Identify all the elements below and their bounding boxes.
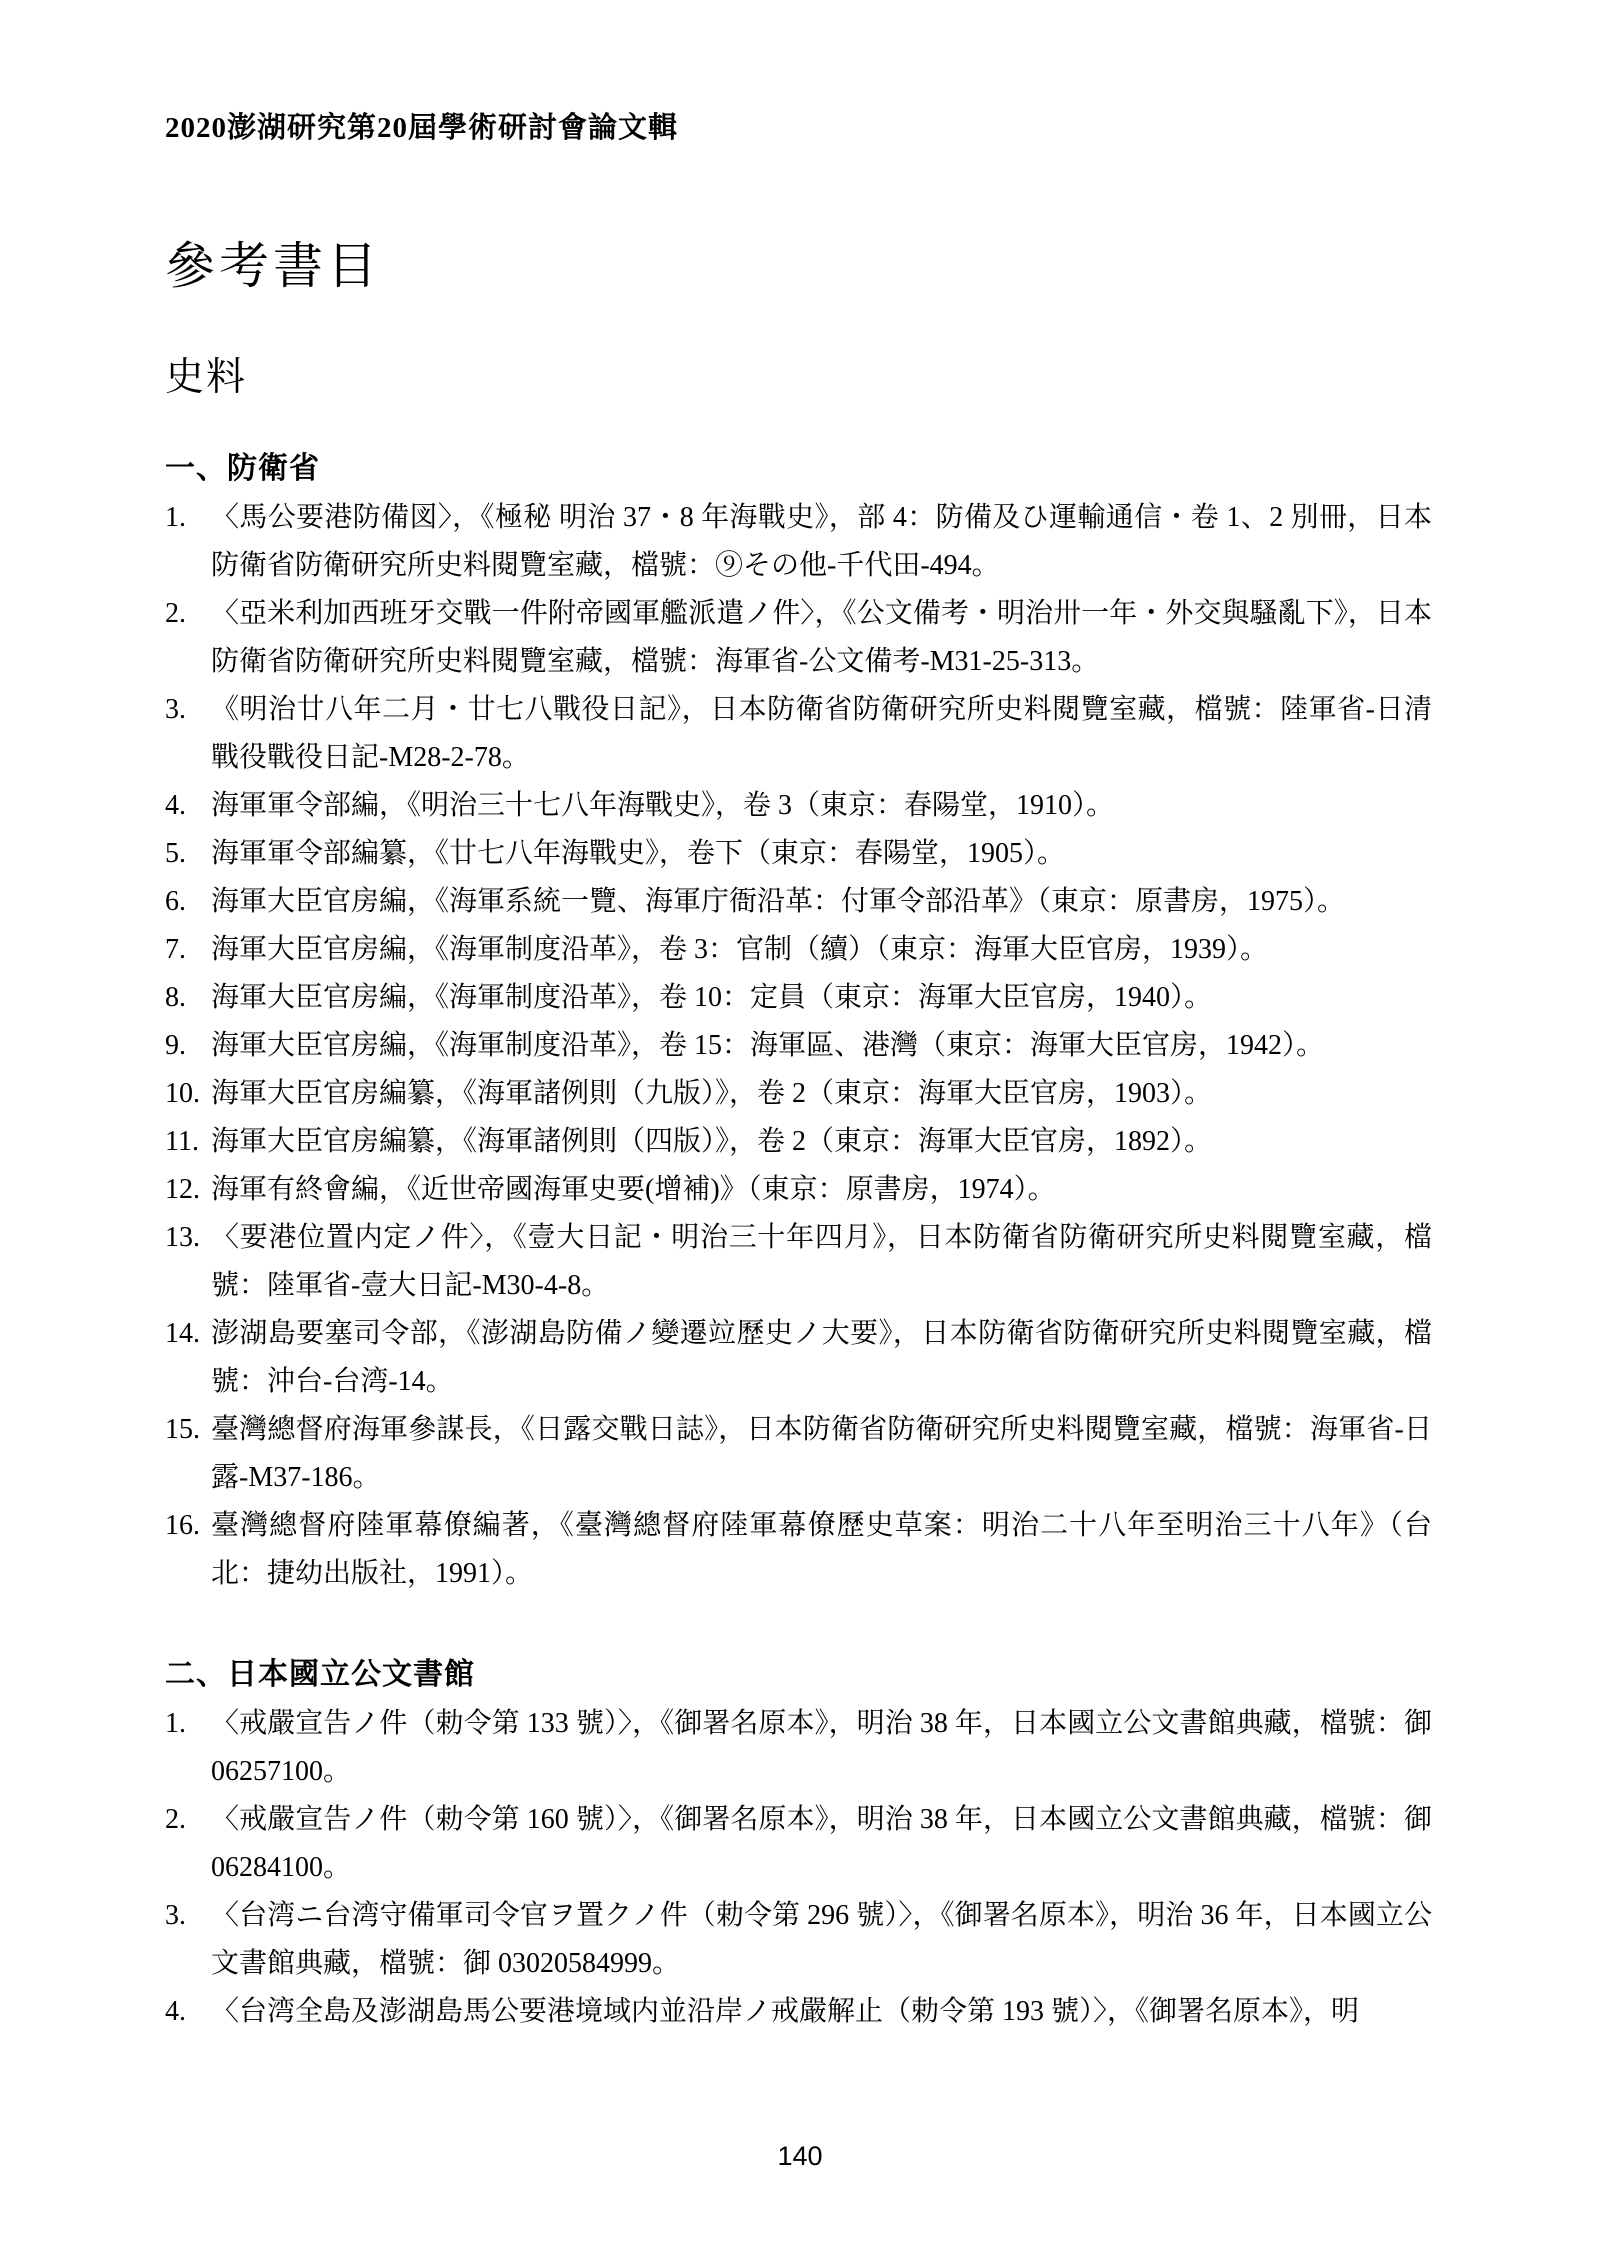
bibliography-entry [165, 1502, 1432, 1598]
entry-number: 2. [165, 598, 186, 629]
bibliography-entry [165, 782, 1432, 830]
bibliography-entry [165, 926, 1432, 974]
entry-text: 〈台湾ニ台湾守備軍司令官ヲ置クノ件（勅令第 296 號）〉，《御署名原本》，明治 36 年，日本國立公文書館典藏，檔號：御 03020584999。 [211, 1900, 1432, 1979]
bibliography-entry [165, 1892, 1432, 1988]
subtitle-historical-materials: 史料 [165, 356, 248, 399]
entry-text: 海軍大臣官房編，《海軍制度沿革》，卷 3：官制（續）（東京：海軍大臣官房，1939）。 [211, 934, 1269, 965]
entry-number: 8. [165, 982, 186, 1013]
bibliography-sections [165, 448, 1432, 2036]
bibliography-entry [165, 686, 1432, 782]
bibliography-entry [165, 590, 1432, 686]
entry-text: 海軍有終會編，《近世帝國海軍史要(增補)》（東京：原書房，1974）。 [211, 1174, 1056, 1205]
entry-number: 3. [165, 694, 186, 725]
entry-number: 9. [165, 1030, 186, 1061]
entry-text: 〈戒嚴宣告ノ件（勅令第 160 號）〉，《御署名原本》，明治 38 年，日本國立公文書館典藏，檔號：御 06284100。 [211, 1804, 1432, 1883]
entry-text: 〈台湾全島及澎湖島馬公要港境域内並沿岸ノ戒嚴解止（勅令第 193 號）〉，《御署名原本》，明 [211, 1996, 1360, 2027]
entry-number: 4. [165, 1996, 186, 2027]
bibliography-entry [165, 830, 1432, 878]
entry-text: 〈戒嚴宣告ノ件（勅令第 133 號）〉，《御署名原本》，明治 38 年，日本國立公文書館典藏，檔號：御 06257100。 [211, 1708, 1432, 1787]
bibliography-section [165, 448, 1432, 1598]
entry-text: 海軍大臣官房編，《海軍制度沿革》，卷 15：海軍區、港灣（東京：海軍大臣官房，1942）。 [211, 1030, 1325, 1061]
entry-number: 1. [165, 502, 186, 533]
page-number: 140 [777, 2141, 823, 2171]
entry-text: 海軍大臣官房編纂，《海軍諸例則（九版）》，卷 2（東京：海軍大臣官房，1903）。 [211, 1078, 1213, 1109]
bibliography-entry [165, 1988, 1432, 2036]
entry-number: 10. [165, 1078, 200, 1109]
entry-text: 海軍大臣官房編，《海軍系統一覽、海軍庁衙沿革：付軍令部沿革》（東京：原書房，1975）。 [211, 886, 1346, 917]
bibliography-entry [165, 1118, 1432, 1166]
entry-number: 4. [165, 790, 186, 821]
entry-text: 臺灣總督府陸軍幕僚編著，《臺灣總督府陸軍幕僚歷史草案：明治二十八年至明治三十八年》（台北：捷幼出版社，1991）。 [211, 1510, 1432, 1589]
bibliography-entry [165, 1310, 1432, 1406]
entry-text: 〈馬公要港防備図〉，《極秘 明治 37・8 年海戰史》，部 4：防備及ひ運輸通信・卷 1、2 別冊，日本防衛省防衛研究所史料閱覽室藏，檔號：⑨その他-千代田-494。 [211, 502, 1432, 581]
bibliography-entry [165, 1796, 1432, 1892]
bibliography-entry [165, 1214, 1432, 1310]
entry-text: 海軍大臣官房編，《海軍制度沿革》，卷 10：定員（東京：海軍大臣官房，1940）。 [211, 982, 1213, 1013]
running-header: 2020澎湖研究第20屆學術研討會論文輯 [165, 112, 679, 144]
entry-text: 〈要港位置内定ノ件〉，《壹大日記・明治三十年四月》，日本防衛省防衛研究所史料閱覽室藏，檔號：陸軍省-壹大日記-M30-4-8。 [211, 1222, 1432, 1301]
entry-text: 《明治廿八年二月・廿七八戰役日記》，日本防衛省防衛研究所史料閱覽室藏，檔號：陸軍省-日清戰役戰役日記-M28-2-78。 [211, 694, 1432, 773]
entry-text: 澎湖島要塞司令部，《澎湖島防備ノ變遷竝歷史ノ大要》，日本防衛省防衛研究所史料閱覽室藏，檔號：沖台-台湾-14。 [211, 1318, 1432, 1397]
bibliography-entry [165, 1070, 1432, 1118]
entry-number: 15. [165, 1414, 200, 1445]
entry-number: 1. [165, 1708, 186, 1739]
bibliography-entry [165, 1700, 1432, 1796]
entry-number: 2. [165, 1804, 186, 1835]
bibliography-entry [165, 494, 1432, 590]
entry-text: 海軍軍令部編纂，《廿七八年海戰史》，卷下（東京：春陽堂，1905）。 [211, 838, 1066, 869]
bibliography-entry [165, 974, 1432, 1022]
bibliography-entry [165, 1406, 1432, 1502]
entry-number: 7. [165, 934, 186, 965]
entry-number: 5. [165, 838, 186, 869]
section-heading: 二、日本國立公文書館 [165, 1658, 475, 1691]
bibliography-entry [165, 1022, 1432, 1070]
section-heading: 一、防衛省 [165, 452, 320, 485]
entry-number: 3. [165, 1900, 186, 1931]
bibliography-entry [165, 1166, 1432, 1214]
entry-text: 海軍軍令部編，《明治三十七八年海戰史》，卷 3（東京：春陽堂，1910）。 [211, 790, 1115, 821]
entry-number: 14. [165, 1318, 200, 1349]
entry-number: 6. [165, 886, 186, 917]
entry-number: 11. [165, 1126, 199, 1157]
entry-text: 海軍大臣官房編纂，《海軍諸例則（四版）》，卷 2（東京：海軍大臣官房，1892）。 [211, 1126, 1213, 1157]
bibliography-section [165, 1654, 1432, 2036]
entry-number: 16. [165, 1510, 200, 1541]
bibliography-entry [165, 878, 1432, 926]
entry-number: 12. [165, 1174, 200, 1205]
page-title: 參考書目 [165, 238, 381, 294]
entry-text: 臺灣總督府海軍參謀長，《日露交戰日誌》，日本防衛省防衛研究所史料閱覽室藏，檔號：海軍省-日露-M37-186。 [211, 1414, 1432, 1493]
entry-number: 13. [165, 1222, 200, 1253]
entry-text: 〈亞米利加西班牙交戰一件附帝國軍艦派遣ノ件〉，《公文備考・明治卅一年・外交與騷亂下》，日本防衛省防衛研究所史料閱覽室藏，檔號：海軍省-公文備考-M31-25-313。 [211, 598, 1432, 677]
